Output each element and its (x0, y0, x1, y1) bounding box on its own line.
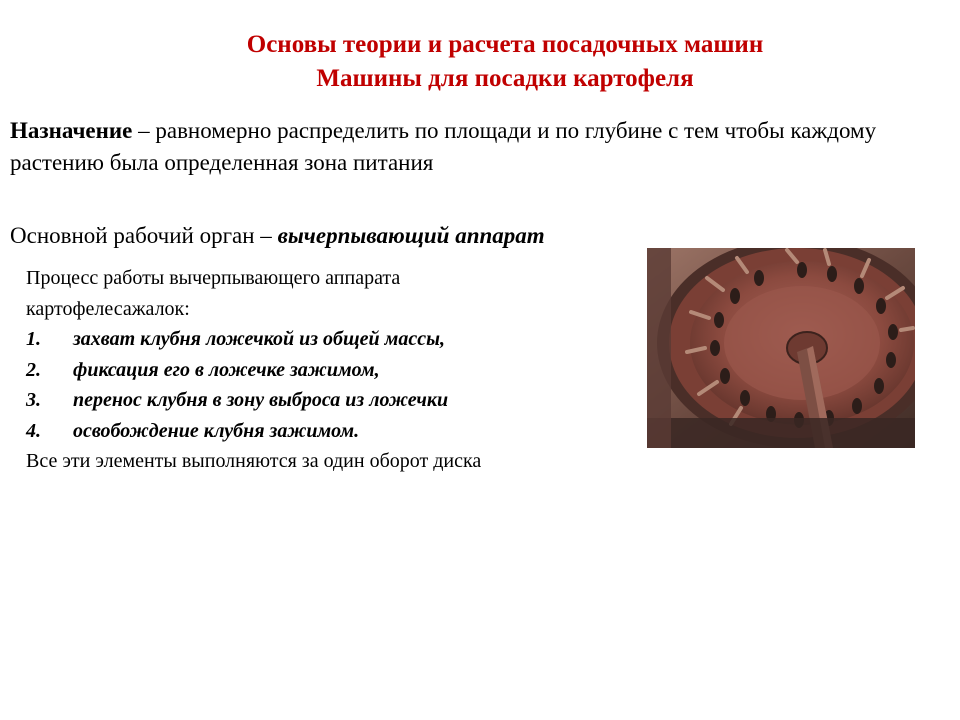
process-step-2 (26, 355, 646, 386)
title-line-1: Основы теории и расчета посадочных машин (246, 31, 764, 58)
purpose-label: Назначение (10, 118, 133, 143)
process-intro-line-2: картофелесажалок: (26, 297, 190, 320)
step-number: 1. (26, 328, 41, 350)
organ-label: Основной рабочий орган – (10, 223, 278, 248)
title-line-2: Машины для посадки картофеля (316, 65, 694, 92)
process-step-1 (26, 324, 646, 355)
scooping-disc-photo (647, 248, 915, 448)
process-footer: Все эти элементы выполняются за один оборот диска (26, 450, 482, 472)
step-text: освобождение клубня зажимом. (73, 419, 360, 442)
disc-illustration (647, 248, 915, 448)
step-text: перенос клубня в зону выброса из ложечки (73, 389, 449, 411)
working-organ-line (10, 220, 545, 252)
organ-value: вычерпывающий аппарат (277, 223, 545, 248)
purpose-paragraph (10, 115, 940, 179)
process-description (26, 263, 646, 477)
step-text: фиксация его в ложечке зажимом, (73, 358, 380, 381)
step-number: 3. (26, 389, 41, 411)
slide-title (120, 28, 890, 96)
purpose-text: – равномерно распределить по площади и по глубине с тем чтобы каждому растению была определенная зона питания (10, 118, 877, 175)
process-step-4 (26, 416, 646, 447)
process-intro-line-1: Процесс работы вычерпывающего аппарата (26, 267, 401, 289)
step-number: 4. (26, 419, 41, 442)
process-step-3 (26, 385, 646, 416)
step-number: 2. (26, 358, 41, 381)
step-text: захват клубня ложечкой из общей массы, (73, 328, 446, 350)
